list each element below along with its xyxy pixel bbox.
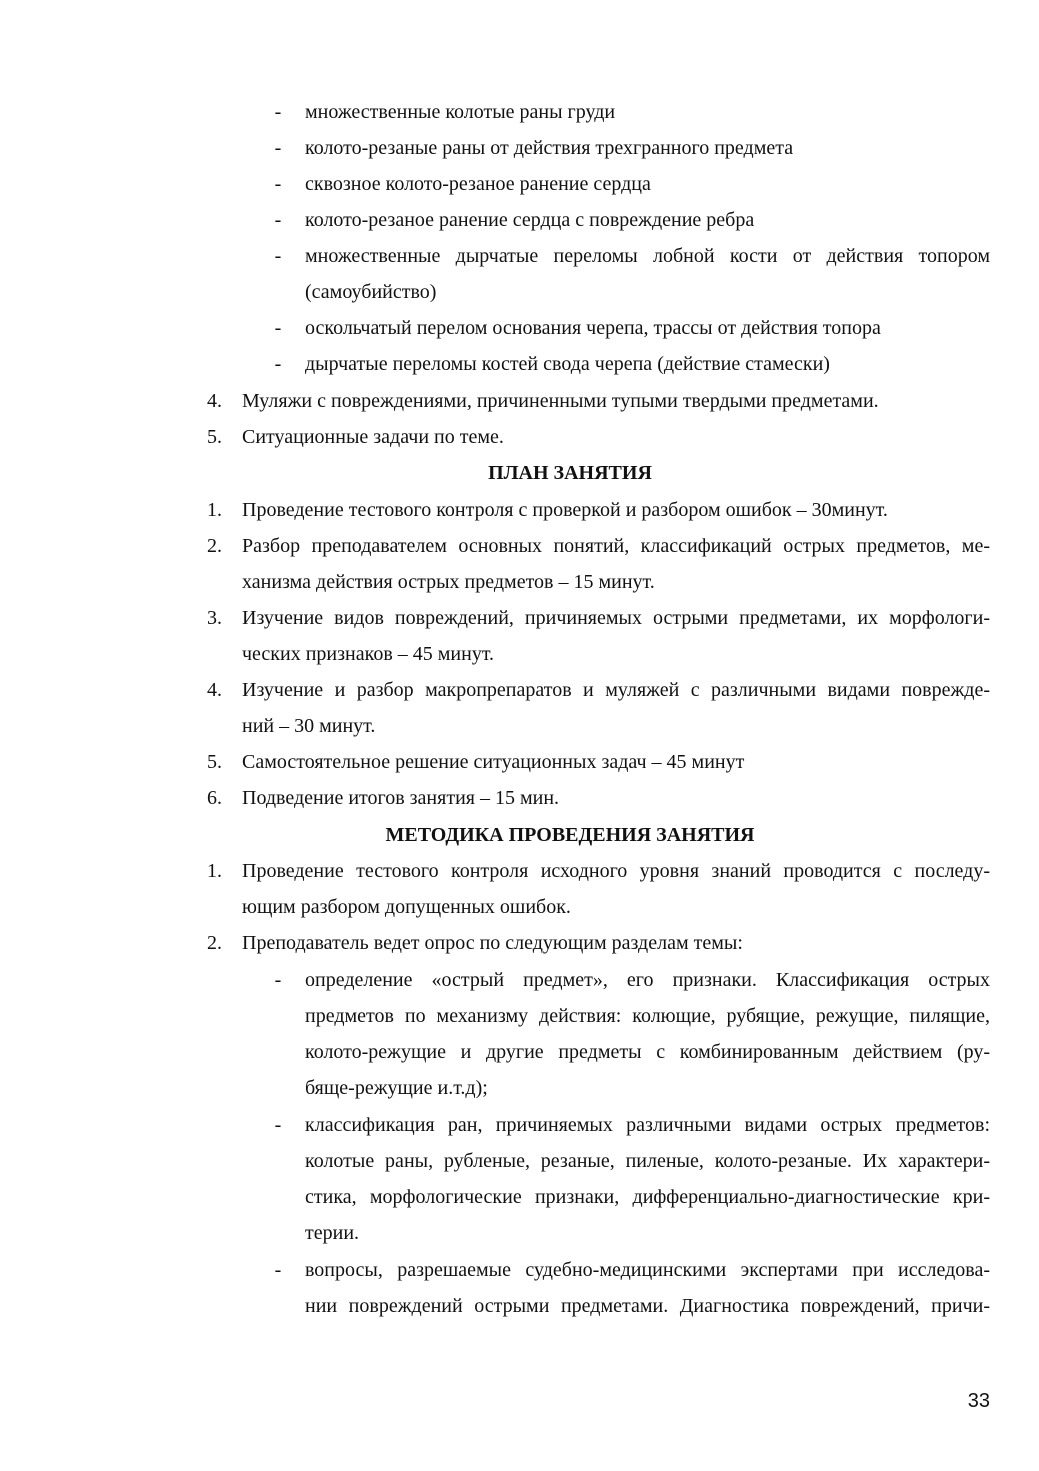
list-item [0, 853, 1039, 889]
list-item-text: вопросы, разрешаемые судебно-медицинскими экспертами при исследова- [305, 1259, 990, 1281]
list-item [0, 925, 1039, 961]
list-marker: - [274, 101, 282, 123]
list-number: 3. [207, 607, 222, 629]
list-item-text: оскольчатый перелом основания черепа, трассы от действия топора [305, 317, 881, 339]
list-item-text: Проведение тестового контроля исходного уровня знаний проводится с последу- [242, 860, 990, 882]
list-item-text: Подведение итогов занятия – 15 мин. [242, 787, 560, 809]
list-marker: - [274, 209, 282, 231]
list-number: 6. [207, 787, 222, 809]
list-marker: - [274, 1114, 282, 1136]
list-marker: - [274, 353, 282, 375]
list-item-text: Преподаватель ведет опрос по следующим разделам темы: [242, 932, 743, 954]
list-number: 1. [207, 499, 222, 521]
list-item-text: нии повреждений острыми предметами. Диагностика повреждений, причи- [305, 1295, 990, 1317]
list-item [0, 528, 1039, 564]
list-item-text: колотые раны, рубленые, резаные, пиленые, колото-резаные. Их характери- [305, 1150, 990, 1172]
list-item-text: колото-резаное ранение сердца с повреждение ребра [305, 209, 755, 231]
list-item-text: бяще-режущие и.т.д); [305, 1077, 488, 1099]
list-marker: - [274, 137, 282, 159]
list-item-text: колото-резаные раны от действия трехгранного предмета [305, 137, 794, 159]
list-item-text: сквозное колото-резаное ранение сердца [305, 173, 651, 195]
list-marker: - [274, 969, 282, 991]
list-item-text: ческих признаков – 45 минут. [242, 643, 495, 665]
list-item [0, 419, 1039, 455]
list-item [0, 202, 1039, 238]
list-marker: - [274, 173, 282, 195]
section-heading-method: МЕТОДИКА ПРОВЕДЕНИЯ ЗАНЯТИЯ [385, 824, 755, 846]
list-number: 2. [207, 932, 222, 954]
list-item [0, 600, 1039, 636]
list-item-text: стика, морфологические признаки, дифференциально-диагностические кри- [305, 1186, 990, 1208]
list-item-continuation [0, 1179, 1039, 1215]
list-item-text: Разбор преподавателем основных понятий, классификаций острых предметов, ме- [242, 535, 990, 557]
list-item-text: колото-режущие и другие предметы с комбинированным действием (ру- [305, 1041, 990, 1063]
list-item-continuation [0, 998, 1039, 1034]
list-item-continuation [0, 564, 1039, 600]
list-item [0, 744, 1039, 780]
list-item-text: Проведение тестового контроля с проверкой и разбором ошибок – 30минут. [242, 499, 888, 521]
list-item [0, 238, 1039, 274]
list-item-text: множественные дырчатые переломы лобной кости от действия топором [305, 245, 990, 267]
list-item [0, 672, 1039, 708]
list-number: 5. [207, 426, 222, 448]
list-item-continuation [0, 274, 1039, 310]
list-item [0, 1107, 1039, 1143]
list-item [0, 780, 1039, 816]
list-item [0, 492, 1039, 528]
list-number: 4. [207, 679, 222, 701]
list-item [0, 94, 1039, 130]
list-item-continuation [0, 1070, 1039, 1106]
list-item-text: (самоубийство) [305, 281, 437, 303]
page-number: 33 [967, 1390, 990, 1412]
list-item-continuation [0, 1288, 1039, 1324]
list-item-text: определение «острый предмет», его признаки. Классификация острых [305, 969, 990, 991]
list-item [0, 962, 1039, 998]
list-item [0, 130, 1039, 166]
list-item [0, 166, 1039, 202]
list-item [0, 383, 1039, 419]
list-item-continuation [0, 889, 1039, 925]
list-item-text: множественные колотые раны груди [305, 101, 616, 123]
list-item-text: ханизма действия острых предметов – 15 минут. [242, 571, 655, 593]
list-number: 5. [207, 751, 222, 773]
list-item-text: Изучение и разбор макропрепаратов и муляжей с различными видами поврежде- [242, 679, 990, 701]
list-item-text: Самостоятельное решение ситуационных задач – 45 минут [242, 751, 745, 773]
list-item-continuation [0, 708, 1039, 744]
list-item-text: ющим разбором допущенных ошибок. [242, 896, 571, 918]
list-number: 4. [207, 390, 222, 412]
section-heading-plan: ПЛАН ЗАНЯТИЯ [488, 462, 652, 484]
list-item-text: предметов по механизму действия: колющие, рубящие, режущие, пилящие, [305, 1005, 990, 1027]
list-item-text: ний – 30 минут. [242, 715, 376, 737]
list-marker: - [274, 1259, 282, 1281]
list-item-continuation [0, 636, 1039, 672]
list-item-continuation [0, 1143, 1039, 1179]
list-item-text: терии. [305, 1222, 360, 1244]
list-item-continuation [0, 1034, 1039, 1070]
list-item-text: Муляжи с повреждениями, причиненными тупыми твердыми предметами. [242, 390, 879, 412]
list-item-text: Ситуационные задачи по теме. [242, 426, 504, 448]
list-item [0, 1252, 1039, 1288]
list-number: 1. [207, 860, 222, 882]
list-item-text: Изучение видов повреждений, причиняемых острыми предметами, их морфологи- [242, 607, 990, 629]
list-item-text: классификация ран, причиняемых различными видами острых предметов: [305, 1114, 990, 1136]
list-marker: - [274, 317, 282, 339]
list-item-text: дырчатые переломы костей свода черепа (действие стамески) [305, 353, 830, 375]
list-item [0, 310, 1039, 346]
list-number: 2. [207, 535, 222, 557]
list-item [0, 346, 1039, 382]
list-item-continuation [0, 1215, 1039, 1251]
list-marker: - [274, 245, 282, 267]
